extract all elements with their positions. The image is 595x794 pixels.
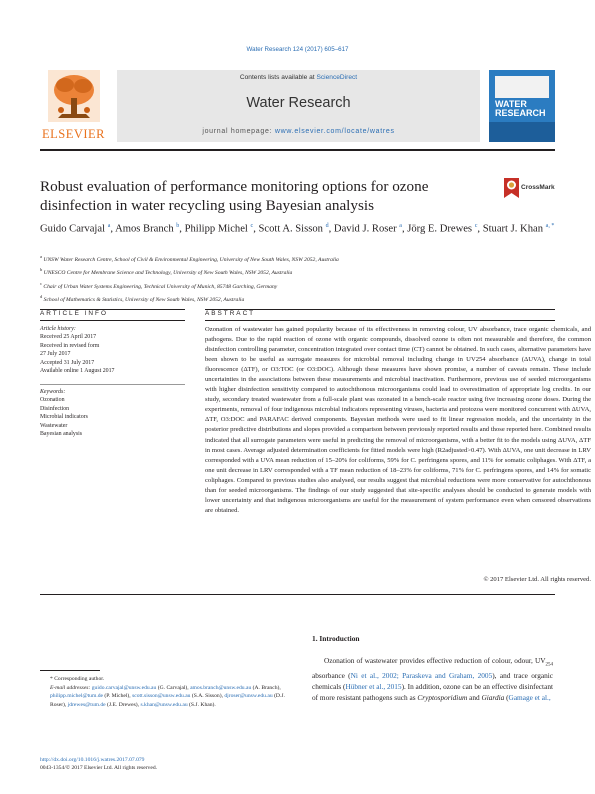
cover-title-line2: RESEARCH [495,108,546,118]
email-addresses [40,684,292,710]
sciencedirect-link[interactable]: ScienceDirect [316,74,358,81]
affiliation [40,252,560,265]
email-owner: (P. Michel), [103,693,133,700]
history-label: Article history: [40,326,76,332]
intro-text-1: Ozonation of wastewater provides effective reduction of colour, odour, UV [324,656,546,665]
elsevier-logo [40,70,107,142]
journal-cover [489,70,555,142]
abstract-text [205,325,591,516]
email-address[interactable]: philipp.michel@tum.de [50,693,104,700]
email-address[interactable]: jdrewes@tum.de [67,701,106,708]
author-name[interactable]: Guido Carvajal [40,223,106,235]
author-affiliation-marker[interactable]: c [250,223,254,229]
author-name[interactable]: David J. Roser [333,223,397,235]
email-address[interactable]: guido.carvajal@unsw.edu.au [91,684,157,691]
email-address[interactable]: s.khan@unsw.edu.au [140,701,188,708]
author-list [40,219,560,237]
homepage-link[interactable]: www.elsevier.com/locate/watres [274,128,395,135]
keywords-rule [40,384,185,385]
intro-text-3: ), and trace organic chemicals ( [312,671,554,692]
email-owner: (J.E. Drewes), [105,701,141,708]
keywords-label: Keywords: [40,389,66,395]
author-separator: , [179,223,185,235]
affiliation-text: Chair of Urban Water Systems Engineering, Technical University of Munich, 85748 Garching, Germany [42,283,278,290]
author-affiliation-marker[interactable]: c [474,223,478,229]
affiliation-list [40,252,560,305]
history-entry: Received in revised form [40,342,100,349]
reference-hubner-2015[interactable]: Hübner et al., 2015 [345,682,402,692]
abstract-copyright: © 2017 Elsevier Ltd. All rights reserved. [483,576,591,583]
journal-homepage [117,128,480,135]
intro-text-4: ). In addition, ozone can be an effective disinfectant of more resistant pathogens such as [312,682,553,703]
introduction-heading: 1. Introduction [312,634,360,643]
keyword: Microbial indicators [40,414,88,421]
cover-title-line1: WATER [495,99,527,109]
history-entry: Accepted 31 July 2017 [40,359,95,366]
article-info-heading: ARTICLE INFO [40,310,108,317]
organism-giardia: Giardia [481,693,505,703]
history-entry: Received 25 April 2017 [40,334,97,341]
crossmark-badge[interactable] [504,178,564,200]
keyword: Disinfection [40,405,70,412]
abstract-end-rule [40,594,555,595]
author-name[interactable]: Stuart J. Khan [482,223,544,235]
author-separator: , [253,223,259,235]
keyword-list [40,396,185,438]
author-affiliation-marker[interactable]: a [399,223,402,229]
cover-band [489,122,555,142]
history-entry: 27 July 2017 [40,351,71,358]
journal-reference[interactable]: Water Research 124 (2017) 605–617 [246,46,349,53]
email-address[interactable]: amos.branch@unsw.edu.au [190,684,252,691]
abstract-heading-rule [205,320,555,321]
crossmark-icon [504,178,519,198]
publication-footer [40,756,300,773]
email-owner: (D.J. Roser), [50,693,285,708]
footnotes [40,675,292,709]
author-name[interactable]: Philipp Michel [184,223,248,235]
article-info-heading-rule [40,320,185,321]
author-separator: , [477,223,483,235]
contents-prefix: Contents lists available at [239,74,317,81]
intro-sub-254: 254 [545,662,553,668]
affiliation-text: UNESCO Centre for Membrane Science and Technology, University of New South Wales, NSW 2052, Australia [42,270,293,277]
elsevier-tree-icon [48,70,100,122]
article-history [40,325,185,375]
crossmark-label: CrossMark [521,184,555,191]
email-owner: (S.A. Sisson), [190,693,225,700]
history-list [40,333,185,375]
keyword: Ozonation [40,397,65,404]
issn-line: 0043-1354/© 2017 Elsevier Ltd. All rights reserved. [40,765,158,772]
intro-text-2: absorbance ( [312,671,351,681]
journal-name: Water Research [246,95,351,111]
abstract-heading: ABSTRACT [205,310,256,317]
author-affiliation-marker[interactable]: a [107,223,111,229]
affiliation [40,279,560,292]
abstract-rule [205,309,555,310]
author-affiliation-marker[interactable]: a, * [545,223,555,229]
footnote-rule [40,670,100,671]
journal-info-box [117,70,480,142]
email-label: E-mail addresses: [50,684,92,691]
keyword: Bayesian analysis [40,431,83,438]
author-name[interactable]: Amos Branch [115,223,174,235]
affiliation-letter: a [40,254,42,259]
author-name[interactable]: Jörg E. Drewes [407,223,473,235]
author-name[interactable]: Scott A. Sisson [258,223,323,235]
author-separator: , [110,223,116,235]
cover-image [495,76,549,98]
email-address[interactable]: djroser@unsw.edu.au [224,693,273,700]
affiliation [40,292,560,305]
history-entry: Available online 1 August 2017 [40,368,115,375]
cover-title [495,100,546,118]
elsevier-wordmark: ELSEVIER [41,127,106,141]
keyword: Wastewater [40,422,68,429]
corresponding-author-note: * Corresponding author. [50,676,105,682]
journal-masthead [40,70,555,142]
article-title: Robust evaluation of performance monitoring options for ozone disinfection in water recycling using Bayesian analysis [40,178,429,214]
header-rule [40,149,555,151]
reference-gamage[interactable]: Gamage et al., [508,693,551,703]
email-owner: (A. Branch), [251,684,281,691]
affiliation-text: School of Mathematics & Statistics, University of New South Wales, NSW 2052, Australia [42,296,245,303]
author-affiliation-marker[interactable]: b [176,223,180,229]
affiliation-letter: c [40,280,42,286]
abstract-body: Ozonation of wastewater has gained popularity because of its effectiveness in removing colour, UV absorbance, trace organic chemicals, and pathogens. Due to the rapid reaction of ozone with organic compounds, dissolved ozone is often not measurable and therefore, the common disinfection controlling parameter, concentration integrated over contact time (CT) cannot be obtained. In such cases, alternative parameters have been shown to be useful as surrogate measures for microbial removal including change in UV254 absorbance (ΔUVA), change in total fluorescence (ΔTF), or O3:TOC (or O3:DOC). Although these measures have shown promise, a number of caveats remain. These include uncertainties in the associations between these measurements and microbial inactivation. Furthermore, previous use of seeded microorganisms with higher disinfection sensitivity compared to autochthonous microorganisms could lead to overestimation of appropriate log credits. In our study, secondary treated wastewater from a full-scale plant was ozonated in a bench-scale reactor using five increasing ozone doses. During the experiments, removal of four indigenous microbial indicators representing viruses, bacteria and protozoa were monitored concurrent with ΔUVA, ΔTF, O3:DOC and PARAFAC derived components. Bayesian methods were used to fit linear regression models, and the uncertainty in the posterior predictive distributions and slopes provided a comparison between previously reported results and those reported here. Combined results indicated that all surrogate parameters were useful in predicting the removal of microorganisms, with a better fit to the models using ΔUVA, ΔTF in most cases. Average adjusted determination coefficients for fitted models were high (R2adjusted>0.47). With ΔUVA, one unit decrease in LRV corresponded with a UVA mean reduction of 15–20% for coliforms, 59% for C. perfringens spores, and 11% for somatic coliphages. With ΔTF, a one unit decrease in LRV corresponded with a TF mean reduction of 18–23% for coliforms, 71% for C. perfringens spores, and 14% for somatic coliphages. Compared to previous studies also analysed, our results suggest that microbial reductions were more conservative for autochthonous than for seeded microorganisms. The findings of our study suggested that site-specific analyses should be conducted to generate models with lower uncertainty and that indigenous microorganisms are useful for the measurement of system performance even when censored observations are obtained. [205,326,592,514]
intro-text-5: and [467,693,482,703]
reference-ni-2002[interactable]: Ni et al., 2002; Paraskeva and Graham, 2005 [350,671,493,681]
affiliation [40,265,560,278]
keywords-block [40,388,185,438]
introduction-paragraph [312,655,553,703]
email-owner: (G. Carvajal), [156,684,191,691]
doi-link[interactable]: http://dx.doi.org/10.1016/j.watres.2017.07.079 [40,757,145,763]
author-separator: , [401,223,408,235]
author-separator: , [328,223,334,235]
organism-cryptosporidium: Cryptosporidium [417,693,468,703]
affiliation-text: UNSW Water Research Centre, School of Civil & Environmental Engineering, University of New South Wales, NSW 2052, Australia [42,256,339,263]
homepage-label: journal homepage: [202,128,275,135]
affiliation-letter: b [40,267,43,273]
email-owner: (S.J. Khan). [187,701,216,708]
intro-text-6: ( [504,693,509,703]
email-address[interactable]: scott.sisson@unsw.edu.au [132,693,191,700]
affiliation-letter: d [40,294,43,300]
author-affiliation-marker[interactable]: d [325,223,329,229]
contents-line [117,74,480,81]
